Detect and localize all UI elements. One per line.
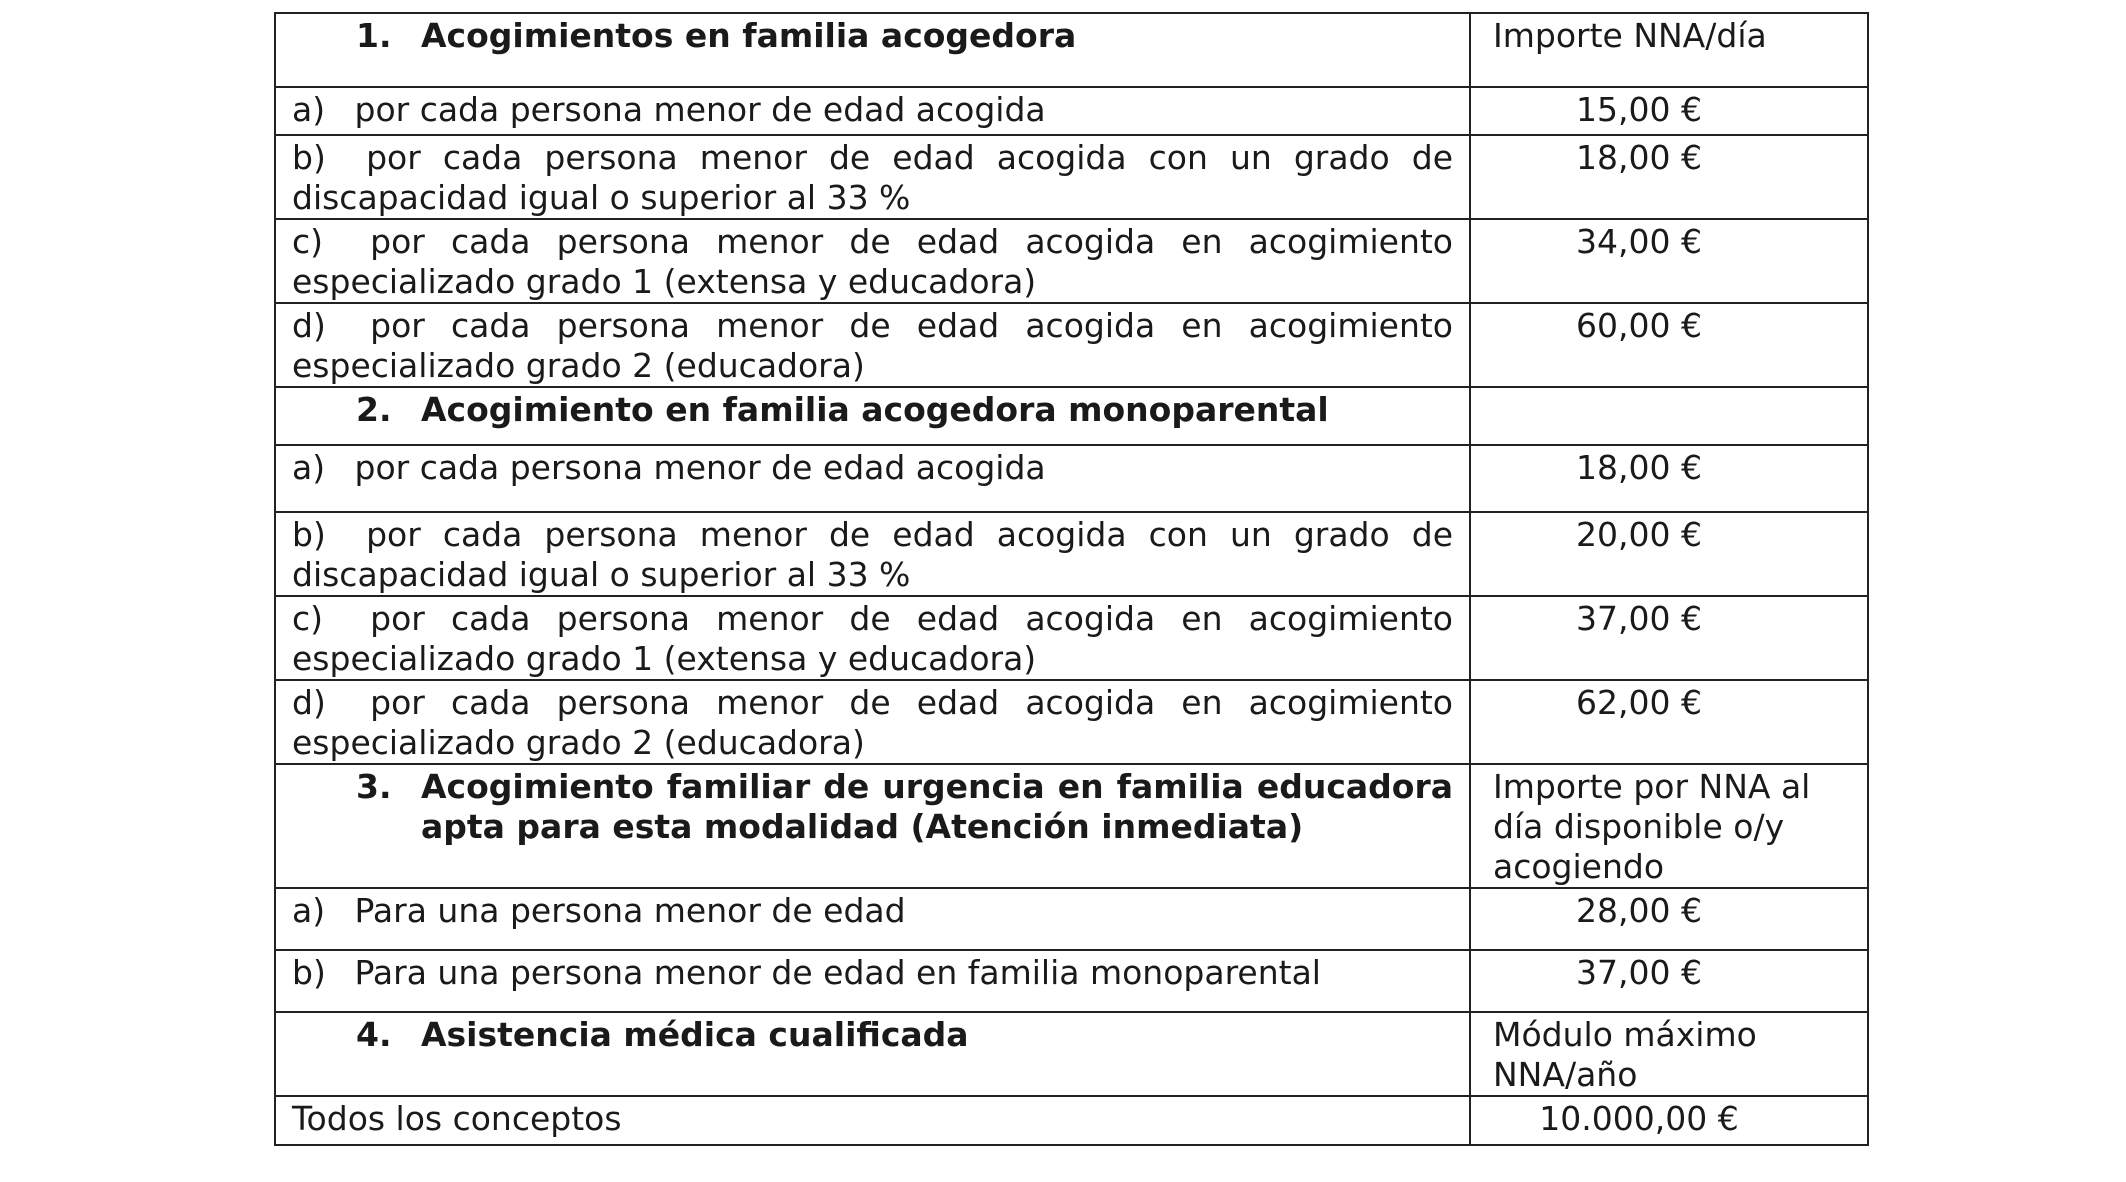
item-letter: b): [292, 138, 326, 177]
table-row: [275, 1096, 1868, 1145]
section-title: Acogimiento familiar de urgencia en familia educadora apta para esta modalidad (Atención inmediata): [421, 767, 1453, 846]
item-text: Todos los conceptos: [292, 1099, 622, 1138]
table-row: [275, 87, 1868, 135]
item-letter: b): [292, 953, 326, 992]
item-description: [275, 1096, 1470, 1145]
amount-header: [1470, 387, 1868, 445]
item-amount: 34,00 €: [1470, 219, 1868, 303]
item-description: [275, 950, 1470, 1012]
item-description: [275, 680, 1470, 764]
section-title: Acogimiento en familia acogedora monoparental: [421, 390, 1329, 429]
item-description: [275, 219, 1470, 303]
item-amount: 15,00 €: [1470, 87, 1868, 135]
item-text: por cada persona menor de edad acogida: [354, 90, 1046, 129]
item-text: Para una persona menor de edad en familia monoparental: [354, 953, 1321, 992]
table-row: [275, 888, 1868, 950]
item-amount: 37,00 €: [1470, 950, 1868, 1012]
item-text: por cada persona menor de edad acogida con un grado de discapacidad igual o superior al 33 %: [292, 515, 1453, 594]
section-header-row: [275, 764, 1868, 888]
table-row: [275, 303, 1868, 387]
item-text: por cada persona menor de edad acogida en acogimiento especializado grado 1 (extensa y educadora): [292, 222, 1453, 301]
section-header-row: [275, 387, 1868, 445]
item-letter: a): [292, 891, 326, 930]
amount-header: Importe por NNA al día disponible o/y acogiendo: [1470, 764, 1868, 888]
item-letter: b): [292, 515, 326, 554]
section-header-row: [275, 13, 1868, 87]
amount-header: Importe NNA/día: [1470, 13, 1868, 87]
section-header-row: [275, 1012, 1868, 1096]
item-amount: 60,00 €: [1470, 303, 1868, 387]
section-title: Acogimientos en familia acogedora: [421, 16, 1077, 55]
item-description: [275, 135, 1470, 219]
table-row: [275, 445, 1868, 512]
item-letter: d): [292, 683, 326, 722]
item-description: [275, 512, 1470, 596]
section-number: 2.: [356, 390, 392, 429]
item-text: por cada persona menor de edad acogida en acogimiento especializado grado 2 (educadora): [292, 683, 1453, 762]
section-title-cell: [275, 1012, 1470, 1096]
section-title: Asistencia médica cualificada: [421, 1015, 969, 1054]
item-amount: 62,00 €: [1470, 680, 1868, 764]
item-amount: 18,00 €: [1470, 445, 1868, 512]
item-amount: 18,00 €: [1470, 135, 1868, 219]
section-number: 3.: [356, 767, 392, 806]
section-title-cell: [275, 13, 1470, 87]
table-row: [275, 950, 1868, 1012]
amount-header: Módulo máximo NNA/año: [1470, 1012, 1868, 1096]
item-text: Para una persona menor de edad: [354, 891, 906, 930]
section-title-cell: [275, 387, 1470, 445]
item-text: por cada persona menor de edad acogida con un grado de discapacidad igual o superior al 33 %: [292, 138, 1453, 217]
item-letter: d): [292, 306, 326, 345]
item-description: [275, 596, 1470, 680]
item-letter: a): [292, 90, 326, 129]
item-text: por cada persona menor de edad acogida en acogimiento especializado grado 2 (educadora): [292, 306, 1453, 385]
item-letter: a): [292, 448, 326, 487]
item-text: por cada persona menor de edad acogida en acogimiento especializado grado 1 (extensa y educadora): [292, 599, 1453, 678]
table-row: [275, 219, 1868, 303]
item-amount: 37,00 €: [1470, 596, 1868, 680]
item-description: [275, 888, 1470, 950]
section-number: 1.: [356, 16, 392, 55]
table-row: [275, 596, 1868, 680]
item-description: [275, 303, 1470, 387]
item-text: por cada persona menor de edad acogida: [354, 448, 1046, 487]
item-letter: c): [292, 222, 324, 261]
item-letter: c): [292, 599, 324, 638]
section-title-cell: [275, 764, 1470, 888]
table-row: [275, 680, 1868, 764]
table-row: [275, 135, 1868, 219]
item-description: [275, 87, 1470, 135]
table-row: [275, 512, 1868, 596]
tariff-table: [274, 12, 1869, 1146]
section-number: 4.: [356, 1015, 392, 1054]
item-amount: 20,00 €: [1470, 512, 1868, 596]
item-description: [275, 445, 1470, 512]
item-amount: 28,00 €: [1470, 888, 1868, 950]
item-amount: 10.000,00 €: [1470, 1096, 1868, 1145]
